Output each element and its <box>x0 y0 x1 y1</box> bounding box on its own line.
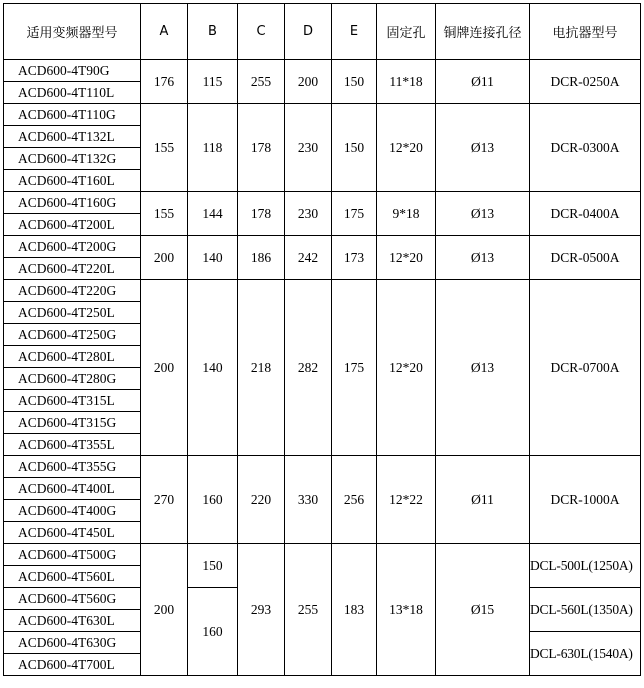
fixing-hole: 13*18 <box>377 544 436 676</box>
model-cell: ACD600-4T630L <box>4 610 141 632</box>
fixing-hole: 12*22 <box>377 456 436 544</box>
model-cell: ACD600-4T450L <box>4 522 141 544</box>
dim-e: 175 <box>332 280 377 456</box>
dim-b: 160 <box>188 588 238 676</box>
copper-hole: Ø13 <box>436 104 530 192</box>
model-cell: ACD600-4T90G <box>4 60 141 82</box>
dim-d: 200 <box>285 60 332 104</box>
dim-d: 282 <box>285 280 332 456</box>
dim-a: 270 <box>141 456 188 544</box>
model-cell: ACD600-4T400G <box>4 500 141 522</box>
fixing-hole: 12*20 <box>377 280 436 456</box>
dim-a: 200 <box>141 236 188 280</box>
model-cell: ACD600-4T220L <box>4 258 141 280</box>
reactor-model: DCR-0300A <box>530 104 641 192</box>
dim-a: 176 <box>141 60 188 104</box>
dim-b: 140 <box>188 280 238 456</box>
model-cell: ACD600-4T560L <box>4 566 141 588</box>
table-row <box>4 236 641 258</box>
dim-c: 186 <box>238 236 285 280</box>
reactor-model: DCR-0250A <box>530 60 641 104</box>
reactor-model: DCL-630L(1540A) <box>530 632 641 676</box>
header-a: A <box>141 4 188 60</box>
dim-c: 178 <box>238 104 285 192</box>
copper-hole: Ø15 <box>436 544 530 676</box>
reactor-dimension-table <box>3 3 641 676</box>
model-cell: ACD600-4T700L <box>4 654 141 676</box>
header-c: C <box>238 4 285 60</box>
header-e: E <box>332 4 377 60</box>
dim-c: 293 <box>238 544 285 676</box>
dim-b: 118 <box>188 104 238 192</box>
dim-c: 178 <box>238 192 285 236</box>
dim-e: 175 <box>332 192 377 236</box>
dim-a: 155 <box>141 104 188 192</box>
fixing-hole: 11*18 <box>377 60 436 104</box>
model-cell: ACD600-4T110L <box>4 82 141 104</box>
model-cell: ACD600-4T200G <box>4 236 141 258</box>
fixing-hole: 9*18 <box>377 192 436 236</box>
dim-c: 218 <box>238 280 285 456</box>
reactor-model: DCL-500L(1250A) <box>530 544 641 588</box>
fixing-hole: 12*20 <box>377 104 436 192</box>
dim-b: 160 <box>188 456 238 544</box>
table-row <box>4 456 641 478</box>
model-cell: ACD600-4T220G <box>4 280 141 302</box>
dim-c: 220 <box>238 456 285 544</box>
model-cell: ACD600-4T160L <box>4 170 141 192</box>
model-cell: ACD600-4T250L <box>4 302 141 324</box>
copper-hole: Ø13 <box>436 280 530 456</box>
dim-e: 183 <box>332 544 377 676</box>
dim-e: 150 <box>332 104 377 192</box>
model-cell: ACD600-4T110G <box>4 104 141 126</box>
dim-a: 155 <box>141 192 188 236</box>
header-fixing-hole: 固定孔 <box>377 4 436 60</box>
dim-b: 115 <box>188 60 238 104</box>
dim-a: 200 <box>141 544 188 676</box>
header-reactor-model: 电抗器型号 <box>530 4 641 60</box>
dim-e: 173 <box>332 236 377 280</box>
dim-e: 150 <box>332 60 377 104</box>
model-cell: ACD600-4T355G <box>4 456 141 478</box>
dim-d: 230 <box>285 192 332 236</box>
dim-d: 255 <box>285 544 332 676</box>
reactor-model: DCR-1000A <box>530 456 641 544</box>
table-row <box>4 544 641 566</box>
dim-a: 200 <box>141 280 188 456</box>
copper-hole: Ø13 <box>436 192 530 236</box>
dim-d: 330 <box>285 456 332 544</box>
dim-c: 255 <box>238 60 285 104</box>
model-cell: ACD600-4T200L <box>4 214 141 236</box>
reactor-model: DCR-0500A <box>530 236 641 280</box>
reactor-model: DCL-560L(1350A) <box>530 588 641 632</box>
header-copper-hole: 铜牌连接孔径 <box>436 4 530 60</box>
dim-d: 242 <box>285 236 332 280</box>
dim-b: 140 <box>188 236 238 280</box>
model-cell: ACD600-4T630G <box>4 632 141 654</box>
header-row <box>4 4 641 60</box>
reactor-model: DCR-0400A <box>530 192 641 236</box>
fixing-hole: 12*20 <box>377 236 436 280</box>
model-cell: ACD600-4T500G <box>4 544 141 566</box>
model-cell: ACD600-4T315L <box>4 390 141 412</box>
dim-b: 144 <box>188 192 238 236</box>
model-cell: ACD600-4T250G <box>4 324 141 346</box>
dim-b: 150 <box>188 544 238 588</box>
header-model: 适用变频器型号 <box>4 4 141 60</box>
dim-e: 256 <box>332 456 377 544</box>
model-cell: ACD600-4T132G <box>4 148 141 170</box>
model-cell: ACD600-4T280G <box>4 368 141 390</box>
copper-hole: Ø11 <box>436 456 530 544</box>
dim-d: 230 <box>285 104 332 192</box>
model-cell: ACD600-4T355L <box>4 434 141 456</box>
header-d: D <box>285 4 332 60</box>
model-cell: ACD600-4T160G <box>4 192 141 214</box>
table-row <box>4 192 641 214</box>
model-cell: ACD600-4T132L <box>4 126 141 148</box>
table-row <box>4 280 641 302</box>
table-row <box>4 104 641 126</box>
reactor-model: DCR-0700A <box>530 280 641 456</box>
copper-hole: Ø11 <box>436 60 530 104</box>
model-cell: ACD600-4T280L <box>4 346 141 368</box>
table-row <box>4 60 641 82</box>
copper-hole: Ø13 <box>436 236 530 280</box>
model-cell: ACD600-4T400L <box>4 478 141 500</box>
model-cell: ACD600-4T560G <box>4 588 141 610</box>
header-b: B <box>188 4 238 60</box>
model-cell: ACD600-4T315G <box>4 412 141 434</box>
